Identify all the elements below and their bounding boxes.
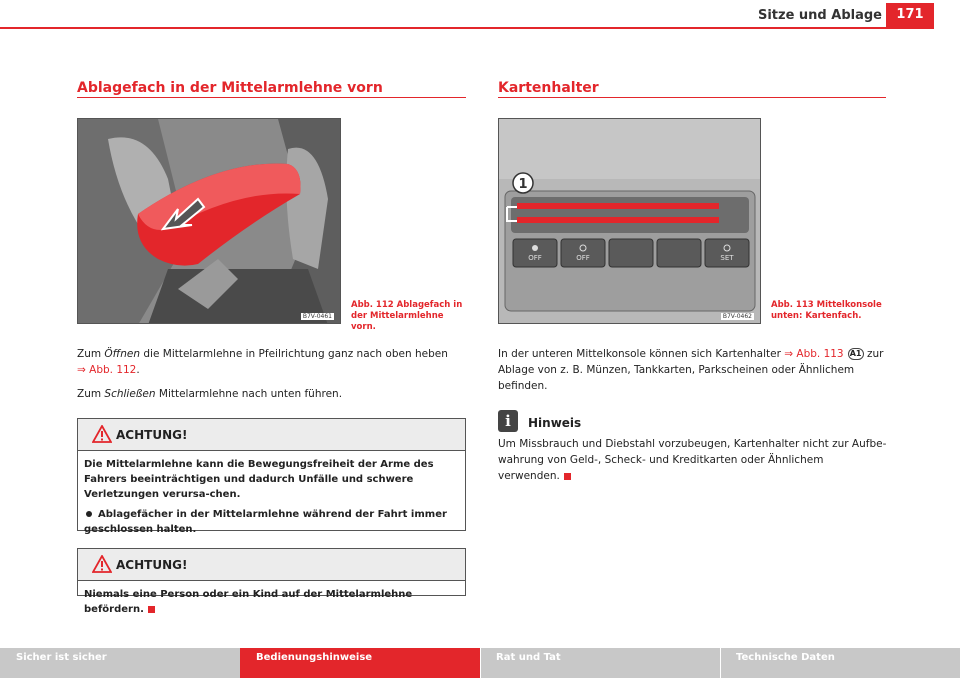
paragraph-card-holder: In der unteren Mittelkonsole können sich Kartenhalter ⇒ Abb. 113 A1 zur Ablage von z. B. Münzen, Tankkarten, Parkscheinen oder Ähnlichem befinden. (498, 348, 884, 392)
section-rule (498, 97, 886, 98)
traction-control-icon (532, 245, 538, 251)
callout-number: 1 (518, 177, 528, 192)
footer-tab-technische[interactable]: Technische Daten (736, 652, 835, 663)
footer-separator (720, 648, 721, 678)
warning-box (77, 548, 466, 615)
figure-id: B7V-0461 (302, 313, 332, 320)
button-label: SET (720, 254, 734, 262)
figure-reference-link[interactable]: ⇒ Abb. 112 (77, 364, 137, 376)
paragraph-open: Zum Öffnen die Mittelarmlehne in Pfeilrichtung ganz nach oben heben ⇒ Abb. 112. (77, 348, 448, 376)
footer-tab-sicher[interactable]: Sicher ist sicher (16, 652, 107, 663)
figure-reference-link[interactable]: ⇒ Abb. 113 (784, 348, 844, 360)
callout-marker: A1 (848, 348, 864, 360)
figure-caption: Abb. 112 Ablagefach in der Mittelarmlehne vorn. (351, 300, 463, 332)
warning-triangle-icon (92, 555, 112, 573)
figure-armrest (77, 118, 341, 324)
footer-tab-rat[interactable]: Rat und Tat (496, 652, 561, 663)
header-rule (0, 27, 934, 29)
paragraph-close: Zum Schließen Mittelarmlehne nach unten führen. (77, 388, 343, 400)
section-heading-card-holder: Kartenhalter (498, 80, 599, 96)
warning-triangle-icon (92, 425, 112, 443)
running-header-title: Sitze und Ablage (757, 8, 882, 23)
button-label: OFF (576, 254, 590, 262)
end-marker-icon (564, 473, 571, 480)
figure-console (498, 118, 761, 324)
warning-body (78, 581, 465, 626)
figure-id: B7V-0462 (722, 313, 752, 320)
warning-text: Niemals eine Person oder ein Kind auf der Mittelarmlehne befördern. (84, 589, 413, 615)
footer-separator (480, 648, 481, 678)
warning-header (78, 549, 465, 581)
warning-header (78, 419, 465, 451)
warning-text: Die Mittelarmlehne kann die Bewegungsfreiheit der Arme des Fahrers beeinträchtigen und dadurch Unfälle und schwere Verletzungen verursa-chen. (84, 459, 434, 500)
button-label: OFF (528, 254, 542, 262)
warning-title: ACHTUNG! (116, 558, 188, 572)
warning-box (77, 418, 466, 535)
section-heading-armrest: Ablagefach in der Mittelarmlehne vorn (77, 80, 383, 96)
armrest-illustration (78, 119, 341, 324)
figure-caption: Abb. 113 Mittelkonsole unten: Kartenfach. (771, 300, 882, 321)
page-number: 171 (886, 3, 934, 27)
warning-body (78, 451, 465, 546)
section-rule (77, 97, 466, 98)
note-title: Hinweis (528, 416, 582, 430)
info-icon: i (498, 410, 518, 432)
footer-tab-bedienung[interactable]: Bedienungshinweise (240, 648, 480, 678)
warning-title: ACHTUNG! (116, 428, 188, 442)
warning-bullet-item: Ablagefächer in der Mittelarmlehne während der Fahrt immer geschlossen halten. (84, 509, 447, 535)
bullet-icon (86, 511, 92, 517)
console-illustration (499, 119, 761, 324)
footer-nav (0, 648, 960, 678)
end-marker-icon (148, 606, 155, 613)
note-text: Um Missbrauch und Diebstahl vorzubeugen, Kartenhalter nicht zur Aufbe-wahrung von Geld-, Scheck- und Kreditkarten oder Ähnlichem verwenden. (498, 438, 887, 482)
